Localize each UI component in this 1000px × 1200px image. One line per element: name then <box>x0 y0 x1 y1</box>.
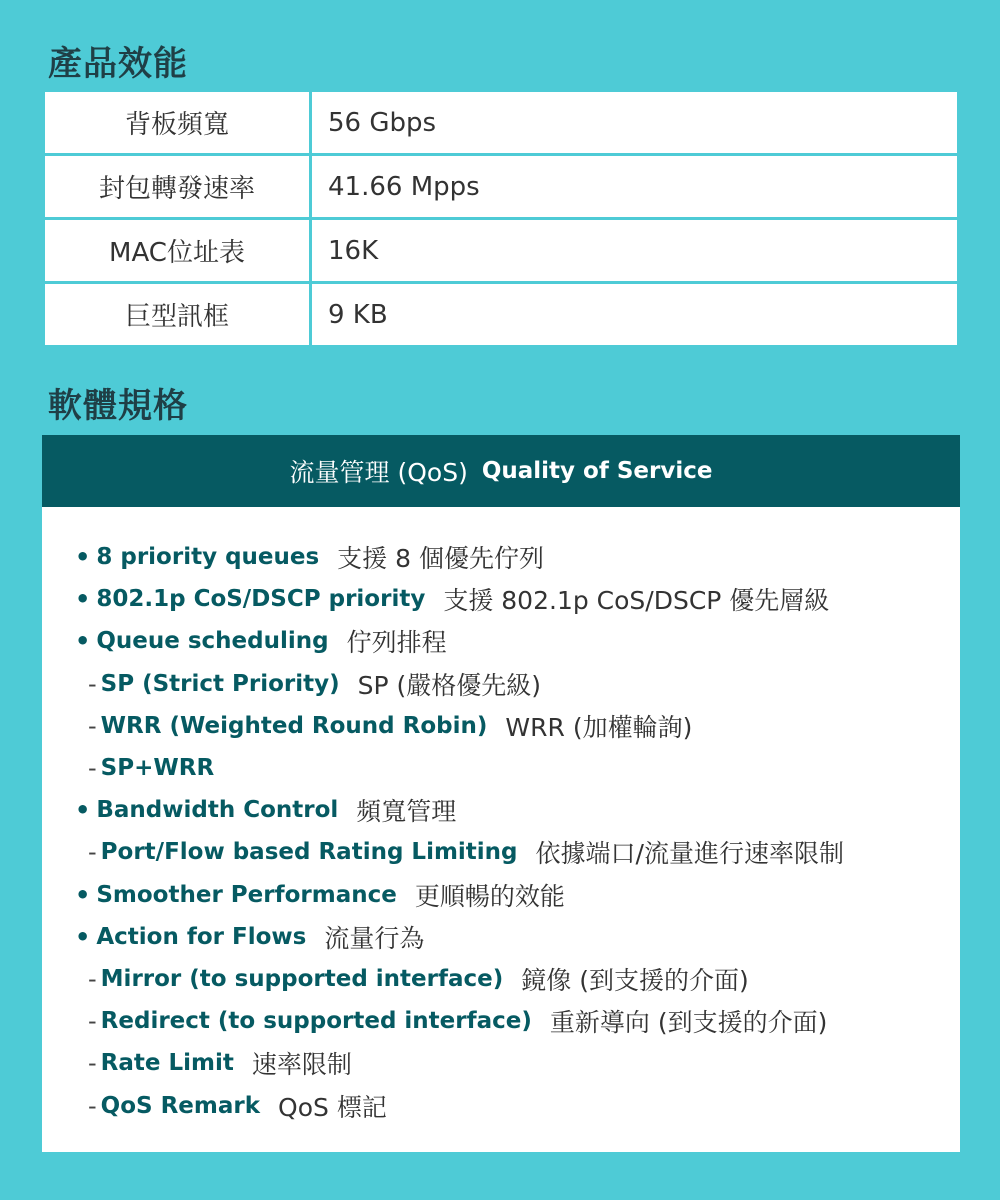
feature-en: WRR (Weighted Round Robin) <box>100 712 488 739</box>
list-item <box>42 536 960 578</box>
feature-zh: 流量行為 <box>324 923 425 953</box>
bullet-icon: • <box>75 627 91 656</box>
feature-zh: 更順暢的效能 <box>414 881 565 911</box>
feature-en: 8 priority queues <box>96 544 320 571</box>
dash-icon: - <box>88 1007 97 1036</box>
performance-table <box>42 89 960 348</box>
feature-zh: 依據端口/流量進行速率限制 <box>535 839 844 869</box>
feature-en: 802.1p CoS/DSCP priority <box>96 586 426 613</box>
list-item <box>42 958 960 1000</box>
feature-zh: 重新導向 (到支援的介面) <box>549 1008 828 1038</box>
list-item <box>42 620 960 662</box>
list-item <box>42 1042 960 1084</box>
list-item <box>42 663 960 705</box>
spec-label: 背板頻寬 <box>44 91 311 155</box>
spec-value: 16K <box>311 219 959 283</box>
table-row <box>44 283 959 347</box>
list-item <box>42 747 960 789</box>
dash-icon: - <box>88 754 97 783</box>
dash-icon: - <box>88 838 97 867</box>
feature-en: Queue scheduling <box>96 628 329 655</box>
qos-header <box>42 435 960 507</box>
list-item <box>42 1000 960 1042</box>
qos-header-zh: 流量管理 (QoS) <box>289 458 468 487</box>
list-item <box>42 1084 960 1126</box>
feature-zh: 支援 802.1p CoS/DSCP 優先層級 <box>443 586 830 616</box>
spec-value: 56 Gbps <box>311 91 959 155</box>
dash-icon: - <box>88 1091 97 1120</box>
dash-icon: - <box>88 711 97 740</box>
performance-section-title: 產品效能 <box>48 44 188 84</box>
software-section-title: 軟體規格 <box>48 386 188 426</box>
list-item <box>42 789 960 831</box>
bullet-icon: • <box>75 880 91 909</box>
feature-zh: 佇列排程 <box>346 628 447 658</box>
feature-en: Action for Flows <box>96 923 307 950</box>
bullet-icon: • <box>75 585 91 614</box>
table-row <box>44 155 959 219</box>
spec-value: 41.66 Mpps <box>311 155 959 219</box>
software-spec-panel <box>42 435 960 1152</box>
feature-en: Rate Limit <box>100 1050 234 1077</box>
list-item <box>42 874 960 916</box>
qos-header-en: Quality of Service <box>481 458 713 484</box>
feature-zh: QoS 標記 <box>278 1092 387 1122</box>
feature-zh: 速率限制 <box>251 1050 352 1080</box>
list-item <box>42 578 960 620</box>
feature-zh: 頻寬管理 <box>356 797 457 827</box>
list-item <box>42 916 960 958</box>
list-item <box>42 831 960 873</box>
feature-zh: WRR (加權輪詢) <box>505 712 693 742</box>
feature-en: Bandwidth Control <box>96 797 339 824</box>
feature-zh: SP (嚴格優先級) <box>357 670 542 700</box>
feature-en: QoS Remark <box>100 1092 261 1119</box>
spec-label: 巨型訊框 <box>44 283 311 347</box>
spec-value: 9 KB <box>311 283 959 347</box>
bullet-icon: • <box>75 796 91 825</box>
feature-en: SP (Strict Priority) <box>100 670 340 697</box>
list-item <box>42 705 960 747</box>
dash-icon: - <box>88 964 97 993</box>
spec-label: MAC位址表 <box>44 219 311 283</box>
feature-en: SP+WRR <box>100 755 215 782</box>
feature-en: Redirect (to supported interface) <box>100 1008 532 1035</box>
table-row <box>44 91 959 155</box>
feature-list <box>42 507 960 1127</box>
bullet-icon: • <box>75 922 91 951</box>
table-row <box>44 219 959 283</box>
bullet-icon: • <box>75 543 91 572</box>
feature-en: Port/Flow based Rating Limiting <box>100 839 518 866</box>
spec-label: 封包轉發速率 <box>44 155 311 219</box>
dash-icon: - <box>88 1049 97 1078</box>
feature-en: Mirror (to supported interface) <box>100 965 504 992</box>
dash-icon: - <box>88 669 97 698</box>
feature-zh: 鏡像 (到支援的介面) <box>521 965 749 995</box>
feature-zh: 支援 8 個優先佇列 <box>337 544 544 574</box>
feature-en: Smoother Performance <box>96 881 397 908</box>
